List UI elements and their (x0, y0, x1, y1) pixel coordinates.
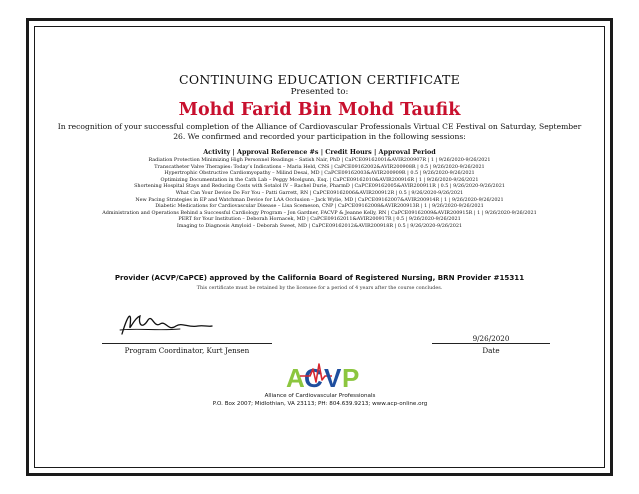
logo-letter-c: C (304, 363, 323, 392)
sessions-header: Activity | Approval Reference #s | Credit Hours | Approval Period (203, 148, 436, 156)
logo-letter-p: P (342, 363, 360, 392)
recognition-statement: In recognition of your successful completion of the Alliance of Cardiovascular Professionals Virtual CE Festival on Saturday, September 26. We confirmed and recorded your participation in the following sessions: (57, 122, 582, 141)
coordinator-signature (118, 308, 214, 338)
retention-note: This certificate must be retained by the licensee for a period of 4 years after the course concludes. (196, 285, 443, 291)
logo-letter-a: A (286, 363, 305, 392)
session-item: Diabetic Medications for Cardiovascular Disease – Lisa Scemeson, CNP | CaPCE09162008&AVIR200913R | 1 | 9/26/2020-9/26/2021 (155, 203, 484, 210)
signature-line (102, 343, 272, 344)
session-item: Hypertrophic Obstructive Cardiomyopathy – Milind Desai, MD | CaPCE09162003&AVIR200909R | 0.5 | 9/26/2020-9/26/2021 (164, 170, 475, 177)
session-item: PERT for Your Institution – Deborah Hornacek, MD | CaPCE09162011&AVIR200917R | 0.5 | 9/26/2020-9/26/2021 (178, 216, 461, 223)
certificate-body (42, 72, 597, 230)
certificate-date: 9/26/2020 (472, 334, 510, 343)
acvp-logo (272, 356, 368, 392)
organization-name: Alliance of Cardiovascular Professionals (264, 393, 376, 399)
organization-address: P.O. Box 2007; Midlothian, VA 23113; PH: 804.639.9213; www.acp-online.org (212, 401, 428, 407)
logo-letter-v: V (324, 363, 342, 392)
date-caption: Date (482, 346, 500, 355)
signature-caption: Program Coordinator, Kurt Jensen (124, 346, 250, 355)
session-item: Optimizing Documentation in the Cath Lab – Peggy Mcelgunn, Esq. | CaPCE09162010&AVIR200916R | 1 | 9/26/2020-9/26/2021 (160, 176, 479, 183)
session-item: Radiation Protection Minimizing High Personnel Readings – Satish Nair, PhD | CaPCE09162001&AVIR200907R | 1 | 9/26/2020-9/26/2021 (148, 157, 491, 163)
session-item: New Pacing Strategies in EP and Watchman Device for LAA Occlusion – Jack Wylie, MD | CaPCE09162007&AVIR200914R | 1 | 9/26/2020-9/26/2021 (135, 196, 504, 203)
recipient-name: Mohd Farid Bin Mohd Taufik (178, 100, 461, 120)
session-item: Administration and Operations Behind a Successful Cardiology Program – Jon Gardner, FACVP & Jeanne Kelly, RN | CaPCE09162009&AVIR200915R | 1 | 9/26/2020-9/26/2021 (102, 209, 537, 216)
session-item: Transcatheter Valve Therapies: Today’s Indications – Maria Held, CNS | CaPCE09162002&AVIR200908R | 0.5 | 9/26/2020-9/26/2021 (154, 163, 485, 170)
date-line (432, 343, 550, 344)
certificate-title: CONTINUING EDUCATION CERTIFICATE (178, 72, 461, 87)
sessions-list (42, 157, 597, 230)
presented-to-label: Presented to: (290, 87, 349, 97)
session-item: What Can Your Device Do For You – Patti Garrett, RN | CaPCE09162006&AVIR200912R | 0.5 | 9/26/2020-9/26/2021 (175, 189, 464, 196)
provider-approval-statement: Provider (ACVP/CaPCE) approved by the California Board of Registered Nursing, BRN Provider #15311 (114, 273, 525, 282)
session-item: Shortening Hospital Stays and Reducing Costs with Sotalol IV – Rachel Durie, PharmD | CaPCE09162005&AVIR200911R | 0.5 | 9/26/2020-9/26/2021 (134, 183, 505, 190)
session-item: Imaging to Diagnosis Amyloid – Deborah Sweet, MD | CaPCE09162012&AVIR200918R | 0.5 | 9/26/2020-9/26/2021 (176, 222, 463, 229)
